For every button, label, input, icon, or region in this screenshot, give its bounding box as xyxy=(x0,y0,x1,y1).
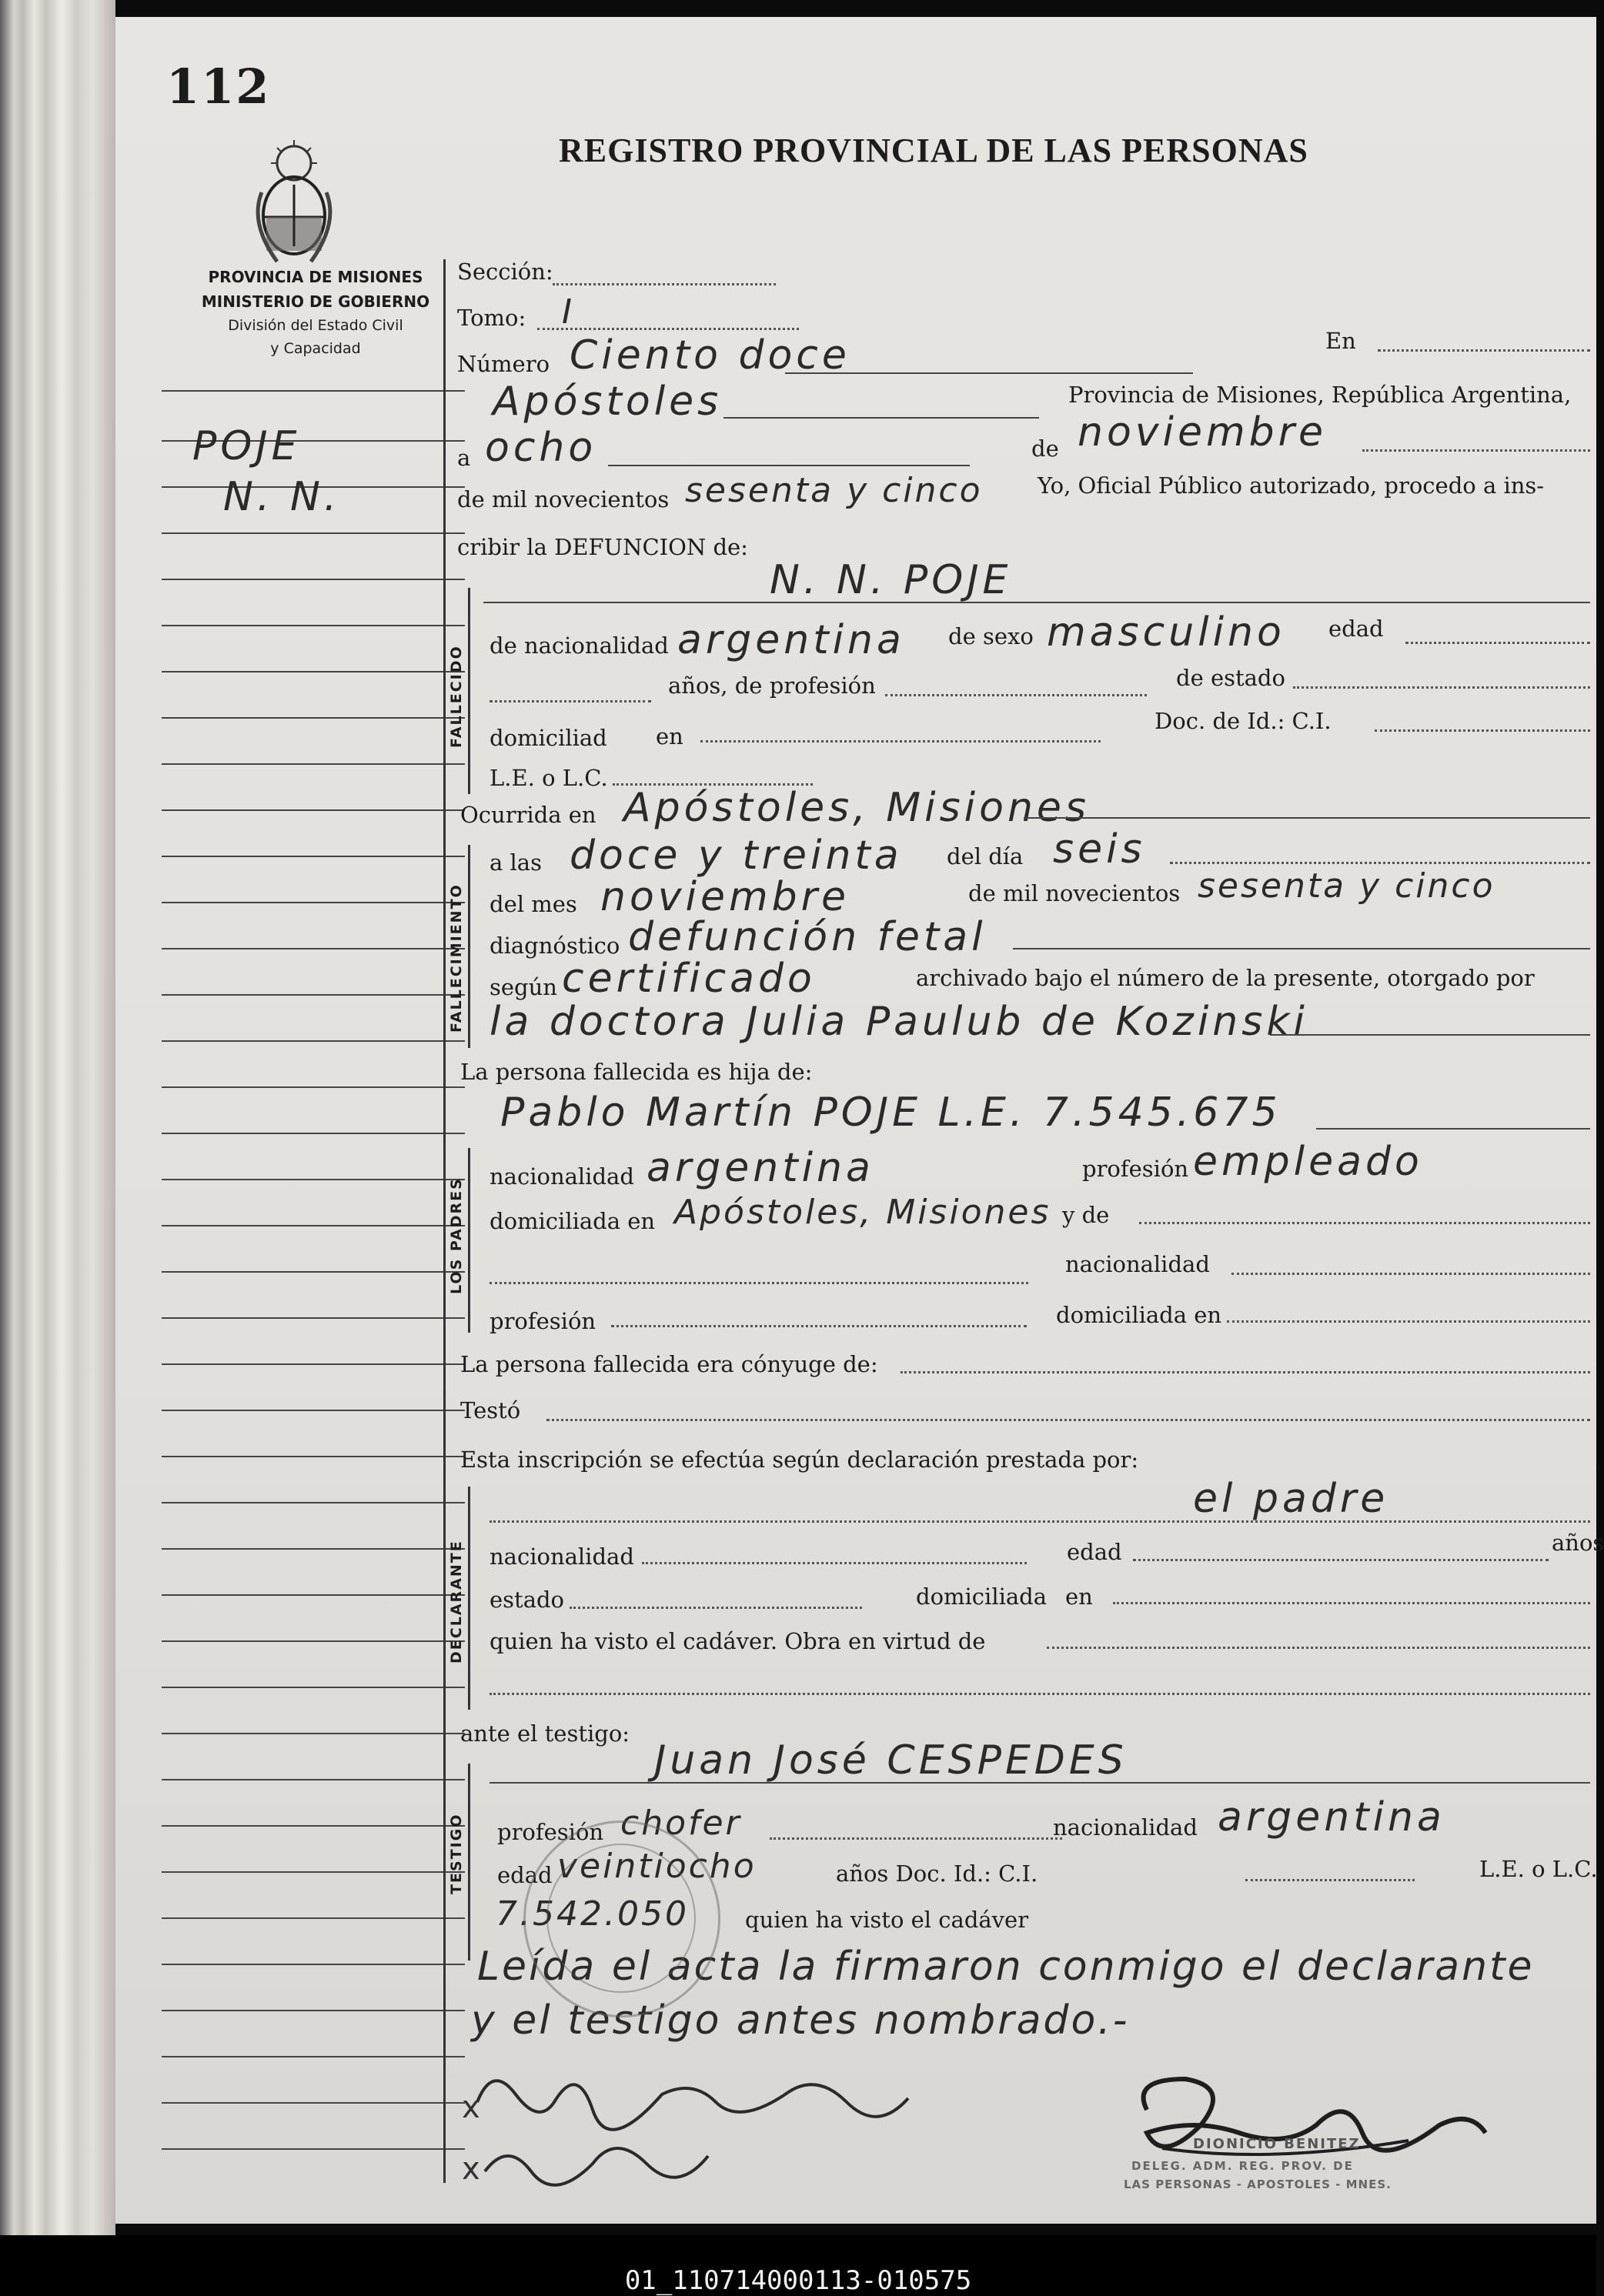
label-numero: Número xyxy=(457,351,550,377)
label-a-las: a las xyxy=(490,849,542,876)
signature-declarante xyxy=(462,2048,1062,2218)
label-madre-profesion: profesión xyxy=(490,1308,596,1334)
label-del-dia: del día xyxy=(947,843,1024,869)
fallecido-bracket xyxy=(468,588,470,794)
page-title: REGISTRO PROVINCIAL DE LAS PERSONAS xyxy=(559,132,1308,169)
label-t-le-lc: L.E. o L.C. xyxy=(1479,1856,1598,1882)
svg-text:x: x xyxy=(462,2090,480,2125)
value-t-nacionalidad: argentina xyxy=(1218,1794,1445,1840)
org-ministry: MINISTERIO DE GOBIERNO xyxy=(201,292,430,311)
label-ante-testigo: ante el testigo: xyxy=(460,1720,630,1747)
register-page xyxy=(115,17,1604,2224)
label-t-profesion: profesión xyxy=(497,1819,604,1845)
value-dia: ocho xyxy=(485,425,597,471)
officer-stamp-line2: DELEG. ADM. REG. PROV. DE xyxy=(1131,2159,1354,2173)
label-tomo: Tomo: xyxy=(457,305,526,331)
org-capacity: y Capacidad xyxy=(270,340,361,357)
label-t-edad: edad xyxy=(497,1862,553,1888)
value-lugar: Apóstoles xyxy=(493,379,723,425)
label-decl-nacionalidad: nacionalidad xyxy=(490,1543,634,1570)
value-hora: doce y treinta xyxy=(570,833,903,879)
value-segun: certificado xyxy=(562,956,816,1002)
value-padre-nacionalidad: argentina xyxy=(647,1145,874,1191)
side-label-fallecimiento: FALLECIMIENTO xyxy=(448,883,465,1033)
label-de-mil2: de mil novecientos xyxy=(968,880,1181,906)
label-decl-estado: estado xyxy=(490,1587,565,1613)
value-mes: noviembre xyxy=(1078,409,1328,456)
value-numero: Ciento doce xyxy=(570,332,850,379)
label-t-anos-doc: años Doc. Id.: C.I. xyxy=(836,1860,1038,1887)
label-de: de xyxy=(1031,436,1059,462)
org-division: División del Estado Civil xyxy=(228,317,403,334)
label-a: a xyxy=(457,445,471,471)
value-padre-domicilio: Apóstoles, Misiones xyxy=(674,1193,1051,1232)
declarante-bracket xyxy=(468,1487,470,1710)
label-hija-de: La persona fallecida es hija de: xyxy=(460,1059,813,1085)
label-madre-nacionalidad: nacionalidad xyxy=(1065,1251,1210,1277)
label-ocurrida: Ocurrida en xyxy=(460,802,596,828)
page-number: 112 xyxy=(166,58,271,115)
value-t-profesion: chofer xyxy=(620,1804,742,1843)
closing-note-2: y el testigo antes nombrado.- xyxy=(471,1997,1130,2044)
margin-name: N. N. xyxy=(223,474,341,520)
side-label-testigo: TESTIGO xyxy=(448,1813,465,1894)
value-sexo: masculino xyxy=(1047,609,1285,656)
label-padre-nacionalidad: nacionalidad xyxy=(490,1163,634,1190)
label-de-mil: de mil novecientos xyxy=(457,486,670,512)
label-y-de: y de xyxy=(1062,1202,1110,1228)
label-archivado: archivado bajo el número de la presente, otorgado por xyxy=(916,965,1535,991)
label-inscripcion: Esta inscripción se efectúa según declaración prestada por: xyxy=(460,1447,1139,1473)
file-name-caption: 01_110714000113-010575 xyxy=(624,2265,972,2296)
value-diagnostico: defunción fetal xyxy=(628,914,987,960)
value-nacionalidad: argentina xyxy=(677,617,905,663)
value-anio-fall: sesenta y cinco xyxy=(1198,866,1495,906)
fallecimiento-bracket xyxy=(468,845,470,1048)
label-le-lc: L.E. o L.C. xyxy=(490,765,608,791)
label-domiciliad: domiciliad xyxy=(490,725,607,751)
label-diagnostico: diagnóstico xyxy=(490,933,620,959)
closing-note-1: Leída el acta la firmaron conmigo el declarante xyxy=(477,1944,1535,1990)
label-domiciliada-en: domiciliada en xyxy=(490,1208,656,1234)
label-provincia: Provincia de Misiones, República Argentina, xyxy=(1068,382,1572,408)
margin-separator xyxy=(443,259,446,2183)
value-medico: la doctora Julia Paulub de Kozinski xyxy=(490,999,1308,1045)
label-inscribir: cribir la DEFUNCION de: xyxy=(457,534,748,560)
value-padre-profesion: empleado xyxy=(1193,1139,1423,1185)
margin-surname: POJE xyxy=(192,423,301,469)
label-decl-en: en xyxy=(1065,1584,1093,1610)
label-yo-oficial: Yo, Oficial Público autorizado, procedo a ins- xyxy=(1038,472,1545,499)
value-padre: Pablo Martín POJE L.E. 7.545.675 xyxy=(500,1090,1282,1136)
label-decl-domiciliada: domiciliada xyxy=(916,1584,1048,1610)
coat-of-arms-emblem xyxy=(246,138,342,269)
officer-stamp-line3: LAS PERSONAS - APOSTOLES - MNES. xyxy=(1124,2178,1392,2191)
label-madre-domiciliada: domiciliada en xyxy=(1056,1302,1222,1328)
value-nombre: N. N. POJE xyxy=(770,557,1012,603)
value-t-doc: 7.542.050 xyxy=(496,1894,689,1934)
label-edad: edad xyxy=(1328,616,1384,642)
officer-stamp-line1: DIONICIO BENITEZ xyxy=(1193,2136,1361,2152)
value-testigo: Juan José CESPEDES xyxy=(654,1737,1128,1784)
label-decl-anos: años xyxy=(1552,1530,1604,1556)
label-testo: Testó xyxy=(460,1397,521,1423)
label-sexo: de sexo xyxy=(948,623,1034,649)
side-label-los-padres: LOS PADRES xyxy=(448,1177,465,1294)
label-t-nacionalidad: nacionalidad xyxy=(1053,1814,1198,1840)
label-del-mes: del mes xyxy=(490,891,577,917)
svg-text:x: x xyxy=(462,2151,480,2187)
label-segun: según xyxy=(490,974,557,1000)
org-province: PROVINCIA DE MISIONES xyxy=(208,268,423,286)
value-anio: sesenta y cinco xyxy=(685,471,983,510)
book-binding xyxy=(0,0,115,2235)
label-t-quien: quien ha visto el cadáver xyxy=(745,1907,1029,1933)
value-mes-fall: noviembre xyxy=(600,874,850,920)
label-doc-id: Doc. de Id.: C.I. xyxy=(1155,708,1332,734)
value-tomo: I xyxy=(562,292,574,332)
margin-rule xyxy=(162,390,465,392)
label-decl-edad: edad xyxy=(1067,1539,1122,1565)
side-label-fallecido: FALLECIDO xyxy=(448,645,465,748)
value-ocurrida: Apóstoles, Misiones xyxy=(623,785,1090,831)
label-seccion: Sección: xyxy=(457,259,553,285)
label-conyuge: La persona fallecida era cónyuge de: xyxy=(460,1351,878,1377)
label-de-estado: de estado xyxy=(1176,665,1285,691)
side-label-declarante: DECLARANTE xyxy=(448,1540,465,1664)
label-quien-visto: quien ha visto el cadáver. Obra en virtud de xyxy=(490,1628,986,1654)
label-nacionalidad: de nacionalidad xyxy=(490,632,669,659)
label-en2: en xyxy=(656,723,683,749)
label-anos-profesion: años, de profesión xyxy=(668,672,876,699)
padres-bracket xyxy=(468,1148,470,1333)
testigo-bracket xyxy=(468,1764,470,1961)
value-t-edad: veintiocho xyxy=(557,1847,757,1886)
label-padre-profesion: profesión xyxy=(1082,1156,1189,1182)
value-dia-fall: seis xyxy=(1053,826,1146,873)
value-declarante: el padre xyxy=(1193,1476,1389,1522)
label-en: En xyxy=(1325,328,1356,354)
